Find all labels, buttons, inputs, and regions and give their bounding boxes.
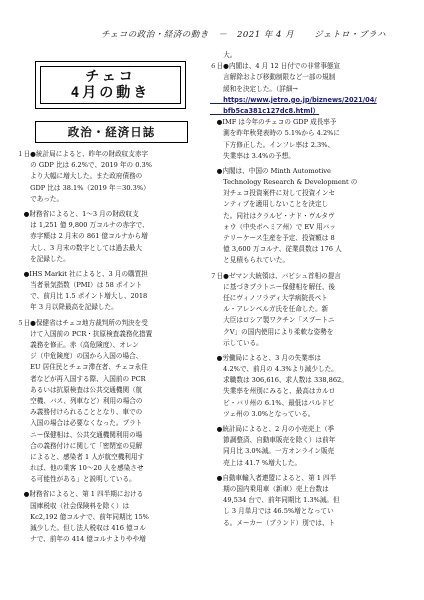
article-line: によると、感染者 1 人が航空機利用す xyxy=(17,452,145,461)
section-heading: 政治・経済日誌 xyxy=(35,121,188,143)
article-line: ●統計局によると、2 月の小売売上（季 xyxy=(210,425,335,433)
article-line: ォウ（中央ボヘミア州）で EV 用バッ xyxy=(210,222,336,231)
running-header xyxy=(46,28,386,40)
article-line: 入国の場合は必要なくなった。プラト xyxy=(17,419,143,428)
article-line: 節調整済、自動車販売を除く）は前年 xyxy=(210,436,336,445)
article-line: 大。 xyxy=(210,51,237,59)
article-line: を記録した。 xyxy=(17,254,70,263)
article-line: より大幅に増大した。また政府債務の xyxy=(17,172,143,181)
article-line: は 1,251 億 9,800 万コルナの赤字で、 xyxy=(17,221,149,230)
right-column xyxy=(210,50,415,529)
article-line: 測を昨年秋発表時の 5.1%から 4.2%に xyxy=(210,129,341,138)
article-line: し 3 月単月では 46.5%増となってい xyxy=(210,507,334,516)
article-line: ナで、前年の 414 億コルナよりやや増 xyxy=(17,535,146,544)
article-line: 言解除および移動制限など一部の規制 xyxy=(210,73,336,82)
article-line: ル・アレンベルガ氏を任命した。新 xyxy=(210,305,329,314)
article-line: れば、他の乗客 10～20 人を感染させ xyxy=(17,464,144,473)
article-line: 求職数は 306,616、求人数は 338,862。 xyxy=(210,376,348,385)
article-line: １日●統計局によると、昨年の財政収支赤字 xyxy=(17,150,149,158)
article-line: ５日●保健省はチェコ地方裁判所の判決を受 xyxy=(17,318,148,327)
article-line: 失業率を州別にみると、最高はカルロ xyxy=(210,387,336,396)
article-line: 同月比 3.0%減。一方オンライン販売 xyxy=(210,447,335,456)
article-line: けて入国前の PCR・抗原検査義務化措置 xyxy=(17,329,153,338)
header-publisher: ジェトロ・プラハ xyxy=(314,30,386,40)
article-line: 緩和を決定した。（詳細→ xyxy=(210,84,298,93)
article-line: ニー保健相は、公共交通機関利用の場 xyxy=(17,430,143,439)
article-line: 対チェコ投資案件に対して投資インセ xyxy=(210,189,336,198)
left-column xyxy=(17,149,197,545)
article-line: 減少した。但し法人税収は 416 億コル xyxy=(17,524,146,532)
article-line: 空機、バス、列車など）利用の場合の xyxy=(17,396,143,405)
article-line: 大臣はロシア製ワクチン「スプートニ xyxy=(210,316,335,325)
article-line: 下方修正した。インフレ率は 2.3%、 xyxy=(210,140,335,149)
article-line: ●財務省によると、第 1 四半期における xyxy=(17,490,144,499)
article-line: ６日●内閣は、4 月 12 日付での非常事態宣 xyxy=(210,62,341,71)
article-line: Technology Research & Development の xyxy=(210,178,358,187)
article-line: み義務付けられることとなり、車での xyxy=(17,408,143,417)
article-line: ビ・バリ州の 6.1%、最低はパルドビ xyxy=(210,398,335,407)
article-line: ●財務省によると、1～3 月の財政収支 xyxy=(17,209,139,218)
article-line: 49,534 台で、前年同期比 1.3%減。但 xyxy=(210,496,340,505)
article-line: に基づきプラトニー保健相を解任、後 xyxy=(210,282,336,291)
article-line: であった。 xyxy=(17,194,64,203)
article-line: ●内閣は、中国の Minth Automotive xyxy=(210,166,331,175)
article-line: ツェ州の 3.0%となっている。 xyxy=(210,409,315,418)
article-line: た。同社はクラルビ・ナド・ヴルタヴ xyxy=(210,211,335,220)
article-line: 年 3 月以降最高を記録した。 xyxy=(17,303,118,312)
header-title: チェコの政治・経済の動き xyxy=(101,30,209,40)
article-line: 赤字額は 2 月末の 861 億コルナから増 xyxy=(17,232,148,241)
article-line: ７日●ゼマン大統領は、バビシュ首相の提言 xyxy=(210,271,341,280)
article-link-line[interactable]: https://www.jetro.go.jp/biznews/2021/04/ xyxy=(210,95,377,104)
header-date: 2021 年 4 月 xyxy=(236,30,295,40)
article-line: ●自動車輸入者連盟によると、第 1 四半 xyxy=(210,473,337,482)
article-line: 大し、3 月末の数字としては過去最大 xyxy=(17,243,142,252)
title-line-1: チェコ xyxy=(85,69,136,85)
article-line: 者などが再入国する際、入国前の PCR xyxy=(17,374,146,383)
header-publication xyxy=(101,28,294,40)
header-separator: － xyxy=(218,30,228,40)
article-line: 国庫税収（社会保険料を除く）は xyxy=(17,501,130,510)
article-line: ジ（中危険度）の国から入国の場合、 xyxy=(17,352,143,361)
article-line: る。メーカー（ブランド）別では、ト xyxy=(210,518,336,527)
article-line: る可能性がある」と説明している。 xyxy=(17,475,136,484)
title-box xyxy=(35,61,186,109)
article-line: 任にヴィノフラディ大学病院長ペト xyxy=(210,293,328,302)
article-line: EU 居住民とチェコ滞在者、チェコ永住 xyxy=(17,363,148,372)
title-line-2: 4月の動き xyxy=(70,85,151,101)
article-line: 合の義務付けに関して「密閉室の見解 xyxy=(17,441,143,450)
article-line: 示している。 xyxy=(210,338,263,347)
article-line: クⅤ」の国内使用により柔軟な姿勢を xyxy=(210,327,334,336)
article-line: ンティブを適用しないことを決定し xyxy=(210,200,329,209)
article-line: で、前月比 1.5 ポイント増大し、2018 xyxy=(17,292,148,301)
article-line: 期の国内乗用車（新車）売上台数は xyxy=(210,484,329,493)
article-line: 4.2%で、前月の 4.3%より減少した。 xyxy=(210,365,338,374)
article-line: テリーケース生産を予定、投資額は 8 xyxy=(210,234,335,242)
article-line: ●IMF は今年のチェコの GDP 成長率予 xyxy=(210,118,337,127)
title-box-inner xyxy=(40,66,181,104)
article-line: あるいは抗原検査は公共交通機関（航 xyxy=(17,385,143,394)
article-line: 失業率は 3.4%の予想。 xyxy=(210,151,295,160)
article-line: の GDP 比は 6.2%で、2019 年の 0.3% xyxy=(17,161,152,170)
article-line: ●労働局によると、3 月の失業率は xyxy=(210,353,321,362)
article-line: Kc2,192 億コルナで、前年同期比 15% xyxy=(17,512,149,521)
article-line: 当者景気指数（PMI）は 58 ポイント xyxy=(17,281,143,290)
article-line: と見積もられていた。 xyxy=(210,256,290,265)
article-link-line[interactable]: bfb5ca381c127dc8.html） xyxy=(210,106,320,115)
article-line: 義務を修正。赤（高危険度）、オレン xyxy=(17,341,139,349)
article-line: 億 3,600 万コルナ、従業員数は 176 人 xyxy=(210,245,342,254)
article-line: GDP 比は 38.1%（2019 年＝30.3%） xyxy=(17,183,150,192)
article-line: 売上は 41.7 %増大した。 xyxy=(210,458,302,467)
article-line: ●IHS Markit 社によると、3 月の購買担 xyxy=(17,269,148,278)
